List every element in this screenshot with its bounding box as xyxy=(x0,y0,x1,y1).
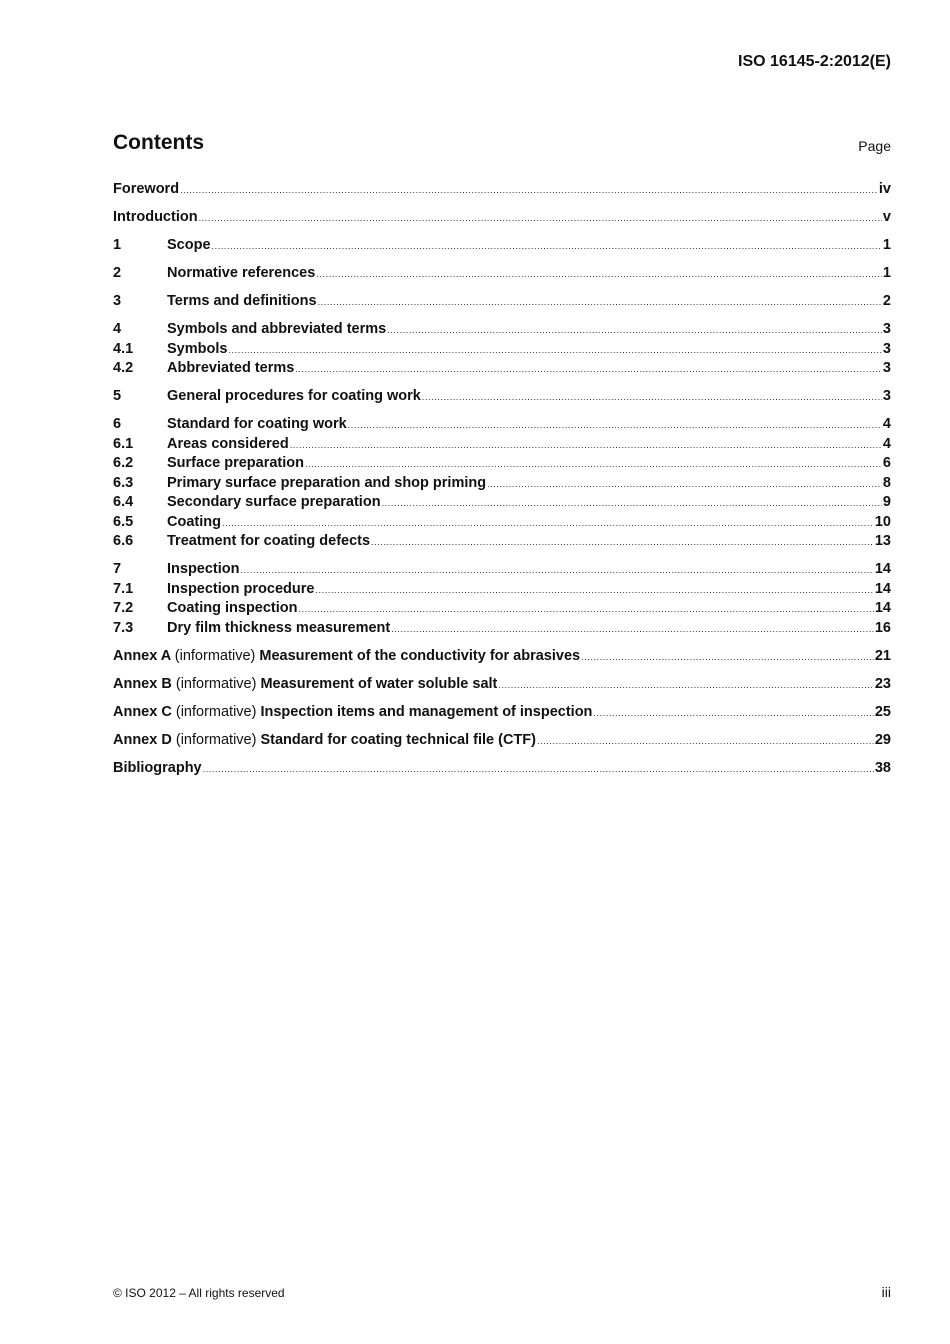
toc-entry-introduction[interactable] xyxy=(113,208,891,228)
toc-entry-page: 23 xyxy=(874,675,891,692)
annex-title: Measurement of water soluble salt xyxy=(260,675,498,692)
toc-entry[interactable] xyxy=(113,292,891,312)
toc-entry-page: 14 xyxy=(874,580,891,597)
toc-entry-title: Secondary surface preparation xyxy=(167,494,381,510)
toc-entry-page: 8 xyxy=(882,474,891,491)
toc-entry-number: 6.6 xyxy=(113,533,134,549)
toc-entry-title: Scope xyxy=(167,237,211,253)
toc-entry-title: Areas considered xyxy=(167,435,289,452)
annex-title: Standard for coating technical file (CTF) xyxy=(260,731,536,748)
toc-entry-page: 14 xyxy=(874,600,891,616)
toc-entry-number: 2 xyxy=(113,265,122,281)
toc-entry-foreword[interactable] xyxy=(113,180,891,200)
toc-entry-page: 3 xyxy=(882,321,891,337)
toc-entry-title: Foreword xyxy=(113,181,180,197)
annex-title: Measurement of the conductivity for abrasives xyxy=(259,647,581,664)
annex-label: Annex D xyxy=(113,731,172,748)
toc-entry-number: 4 xyxy=(113,321,122,337)
toc-entry-page: 14 xyxy=(874,561,891,577)
toc-entry-title: Inspection xyxy=(167,561,240,577)
toc-entry[interactable] xyxy=(113,599,891,619)
toc-entry-page: 4 xyxy=(882,435,891,452)
leader-dots xyxy=(212,237,882,257)
toc-annex-entry xyxy=(113,675,497,695)
toc-entry-number: 6.1 xyxy=(113,435,134,452)
toc-entry-page: 6 xyxy=(882,455,891,471)
toc-entry[interactable] xyxy=(113,513,891,533)
toc-entry-title: General procedures for coating work xyxy=(167,388,421,404)
toc-entry[interactable] xyxy=(113,340,891,360)
toc-entry-page: 10 xyxy=(874,513,891,530)
toc-entry-title: Symbols and abbreviated terms xyxy=(167,321,387,337)
toc-entry[interactable] xyxy=(113,493,891,513)
leader-dots xyxy=(371,533,874,553)
toc-annex-entry xyxy=(113,703,592,723)
toc-entry-title: Coating xyxy=(167,513,221,530)
leader-dots xyxy=(180,181,878,201)
toc-entry-number: 3 xyxy=(113,293,122,309)
toc-entry-number: 7.2 xyxy=(113,600,134,616)
toc-entry-page: 16 xyxy=(874,619,891,636)
leader-dots xyxy=(387,321,882,341)
toc-entry-page: 2 xyxy=(882,293,891,309)
annex-label: Annex C xyxy=(113,703,172,720)
leader-dots xyxy=(487,475,882,495)
copyright-notice: © ISO 2012 – All rights reserved xyxy=(113,1286,285,1300)
toc-entry[interactable] xyxy=(113,387,891,407)
toc-entry-page: iv xyxy=(878,181,891,197)
toc-entry-number: 7 xyxy=(113,561,122,577)
toc-entry-number: 6.5 xyxy=(113,513,134,530)
toc-entry-title: Normative references xyxy=(167,265,316,281)
toc-entry-title: Bibliography xyxy=(113,759,202,776)
toc-entry-title: Introduction xyxy=(113,209,198,225)
toc-entry-number: 4.1 xyxy=(113,340,134,357)
annex-label: Annex A xyxy=(113,647,171,664)
toc-entry-title: Surface preparation xyxy=(167,455,304,471)
toc-entry-page: v xyxy=(882,209,891,225)
toc-entry-page: 13 xyxy=(874,533,891,549)
toc-entry[interactable] xyxy=(113,560,891,580)
leader-dots xyxy=(498,676,873,696)
leader-dots xyxy=(241,561,874,581)
page-number: iii xyxy=(881,1284,891,1300)
toc-entry-page: 1 xyxy=(882,265,891,281)
toc-entry-page: 3 xyxy=(882,388,891,404)
toc-entry-title: Coating inspection xyxy=(167,600,298,616)
leader-dots xyxy=(593,704,873,724)
toc-entry-number: 6.2 xyxy=(113,455,134,471)
toc-entry-number: 7.3 xyxy=(113,619,134,636)
toc-entry-page: 21 xyxy=(874,647,891,664)
toc-entry-number: 4.2 xyxy=(113,360,134,376)
toc-entry-title: Primary surface preparation and shop priming xyxy=(167,474,487,491)
table-of-contents xyxy=(113,180,891,778)
toc-entry-bibliography[interactable] xyxy=(113,759,891,779)
leader-dots xyxy=(382,494,882,514)
toc-entry[interactable] xyxy=(113,580,891,600)
toc-entry-number: 7.1 xyxy=(113,580,134,597)
toc-entry[interactable] xyxy=(113,236,891,256)
toc-entry-page: 4 xyxy=(882,416,891,432)
toc-entry-number: 5 xyxy=(113,388,122,404)
toc-entry-page: 29 xyxy=(874,731,891,748)
page-column-label: Page xyxy=(858,138,891,154)
annex-type: (informative) xyxy=(175,703,257,720)
toc-entry-number: 6.3 xyxy=(113,474,134,491)
leader-dots xyxy=(295,360,882,380)
toc-entry-title: Dry film thickness measurement xyxy=(167,619,391,636)
toc-entry-title: Terms and definitions xyxy=(167,293,317,309)
toc-annex-entry xyxy=(113,731,536,751)
toc-entry-number: 6 xyxy=(113,416,122,432)
toc-entry-title: Symbols xyxy=(167,340,228,357)
toc-entry-page: 1 xyxy=(882,237,891,253)
annex-type: (informative) xyxy=(174,647,256,664)
leader-dots xyxy=(316,265,882,285)
toc-entry[interactable] xyxy=(113,435,891,455)
toc-entry[interactable] xyxy=(113,474,891,494)
leader-dots xyxy=(199,209,882,229)
leader-dots xyxy=(422,388,882,408)
contents-heading: Contents xyxy=(113,131,204,154)
leader-dots xyxy=(228,341,881,361)
leader-dots xyxy=(315,581,873,601)
document-id: ISO 16145-2:2012(E) xyxy=(738,53,891,70)
toc-entry[interactable] xyxy=(113,532,891,552)
toc-entry-title: Standard for coating work xyxy=(167,416,347,432)
toc-annex-d[interactable] xyxy=(113,731,891,751)
leader-dots xyxy=(203,760,874,780)
leader-dots xyxy=(537,732,874,752)
toc-annex-c[interactable] xyxy=(113,703,891,723)
leader-dots xyxy=(391,620,874,640)
annex-title: Inspection items and management of inspection xyxy=(260,703,593,720)
annex-label: Annex B xyxy=(113,675,172,692)
leader-dots xyxy=(318,293,882,313)
toc-entry-number: 1 xyxy=(113,237,122,253)
toc-entry[interactable] xyxy=(113,415,891,435)
toc-entry-number: 6.4 xyxy=(113,494,134,510)
toc-entry[interactable] xyxy=(113,454,891,474)
toc-annex-b[interactable] xyxy=(113,675,891,695)
toc-entry-title: Treatment for coating defects xyxy=(167,533,371,549)
leader-dots xyxy=(222,514,874,534)
toc-entry-page: 9 xyxy=(882,494,891,510)
toc-entry-page: 3 xyxy=(882,340,891,357)
leader-dots xyxy=(299,600,874,620)
toc-entry-page: 25 xyxy=(874,703,891,720)
toc-entry[interactable] xyxy=(113,359,891,379)
leader-dots xyxy=(348,416,882,436)
toc-entry[interactable] xyxy=(113,619,891,639)
leader-dots xyxy=(581,648,874,668)
toc-entry[interactable] xyxy=(113,264,891,284)
annex-type: (informative) xyxy=(175,675,257,692)
toc-entry-page: 3 xyxy=(882,360,891,376)
toc-entry-title: Inspection procedure xyxy=(167,580,315,597)
leader-dots xyxy=(290,436,882,456)
toc-entry-title: Abbreviated terms xyxy=(167,360,295,376)
toc-entry-page: 38 xyxy=(874,759,891,776)
toc-entry[interactable] xyxy=(113,320,891,340)
toc-annex-a[interactable] xyxy=(113,647,891,667)
annex-type: (informative) xyxy=(175,731,257,748)
toc-annex-entry xyxy=(113,647,580,667)
leader-dots xyxy=(305,455,882,475)
